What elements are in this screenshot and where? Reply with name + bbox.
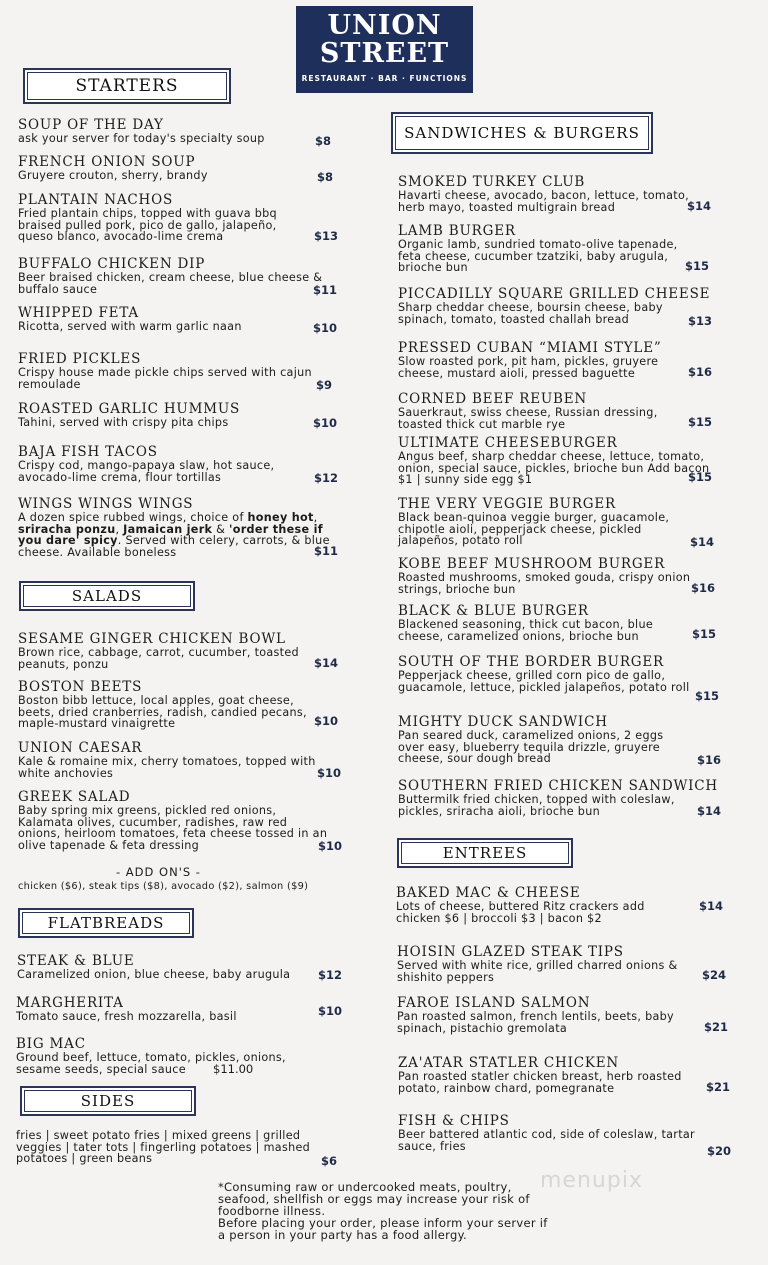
item-description: Sharp cheddar cheese, boursin cheese, baby spinach, tomato, toasted challah bread [398, 301, 663, 326]
item-title: PLANTAIN NACHOS [18, 192, 174, 208]
item-description: Brown rice, cabbage, carrot, cucumber, toasted peanuts, ponzu [18, 646, 299, 671]
menu-item [18, 789, 330, 851]
item-price: $15 [688, 415, 713, 429]
menu-item [18, 631, 318, 670]
item-title: SESAME GINGER CHICKEN BOWL [18, 631, 286, 647]
addons-list: chicken ($6), steak tips ($8), avocado ($2), salmon ($9) [18, 881, 309, 892]
menu-item [18, 401, 318, 429]
flavor-option: honey hot [247, 511, 314, 524]
menu-item [398, 223, 698, 274]
item-description: Ricotta, served with warm garlic naan [18, 320, 242, 333]
item-description: Organic lamb, sundried tomato-olive tapenade, feta cheese, cucumber tzatziki, baby arugula, brioche bun [398, 238, 678, 274]
desc-text: . Served with celery, carrots, & blue cheese. Available boneless [18, 534, 330, 559]
item-title: HOISIN GLAZED STEAK TIPS [397, 944, 624, 960]
item-title: PICCADILLY SQUARE GRILLED CHEESE [398, 286, 711, 302]
item-description: Havarti cheese, avocado, bacon, lettuce, tomato, herb mayo, toasted multigrain bread [398, 189, 689, 214]
menu-item [398, 654, 718, 693]
watermark: menupix [540, 1168, 643, 1193]
item-title: PRESSED CUBAN “MIAMI STYLE” [398, 340, 662, 356]
menu-item [398, 286, 728, 325]
item-description: Pan roasted salmon, french lentils, beets, baby spinach, pistachio gremolata [397, 1010, 674, 1035]
item-price: $16 [688, 365, 713, 379]
item-title: SMOKED TURKEY CLUB [398, 174, 586, 190]
item-price: $10 [317, 766, 342, 780]
item-price: $15 [692, 627, 717, 641]
item-title: BUFFALO CHICKEN DIP [18, 256, 206, 272]
item-price: $8 [315, 134, 332, 148]
item-price: $21 [704, 1020, 729, 1034]
desc-text: A dozen spice rubbed wings, choice of [18, 511, 248, 524]
menu-item [17, 953, 317, 981]
item-description: Served with white rice, grilled charred onions & shishito peppers [397, 959, 678, 984]
logo-tagline: RESTAURANT · BAR · FUNCTIONS [301, 74, 468, 83]
menu-item [18, 256, 330, 295]
menu-item [398, 435, 716, 486]
item-price: $16 [697, 753, 722, 767]
item-title: FISH & CHIPS [398, 1113, 510, 1129]
menu-item [18, 496, 333, 558]
item-price: $21 [706, 1080, 731, 1094]
item-description: Pan seared duck, caramelized onions, 2 eggs over easy, blueberry tequila drizzle, gruyere cheese, sour dough bread [398, 729, 664, 765]
item-title: ROASTED GARLIC HUMMUS [18, 401, 241, 417]
menu-item [397, 944, 697, 983]
item-title: MARGHERITA [16, 995, 124, 1011]
item-price: $10 [313, 416, 338, 430]
item-title: KOBE BEEF MUSHROOM BURGER [398, 556, 666, 572]
item-price: $13 [314, 229, 339, 243]
item-title: FRIED PICKLES [18, 351, 142, 367]
item-price: $15 [688, 470, 713, 484]
menu-item [398, 603, 678, 642]
item-title: ZA'ATAR STATLER CHICKEN [398, 1055, 620, 1071]
menu-item [398, 556, 718, 595]
item-price: $11 [314, 544, 339, 558]
item-description: Roasted mushrooms, smoked gouda, crispy onion strings, brioche bun [398, 571, 691, 596]
item-description: Tahini, served with crispy pita chips [18, 416, 229, 429]
item-title: WHIPPED FETA [18, 305, 139, 321]
item-price: $13 [688, 314, 713, 328]
item-price: $15 [695, 689, 720, 703]
menu-item [398, 340, 688, 379]
item-price: $11 [313, 283, 338, 297]
restaurant-logo [296, 6, 473, 93]
menu-item [18, 154, 318, 182]
menu-item [18, 192, 298, 243]
heading-sides: SIDES [20, 1086, 196, 1116]
item-title: ULTIMATE CHEESEBURGER [398, 435, 618, 451]
item-description: Buttermilk fried chicken, topped with coleslaw, pickles, sriracha aioli, brioche bun [398, 793, 675, 818]
item-description: Caramelized onion, blue cheese, baby arugula [17, 968, 291, 981]
item-title: CORNED BEEF REUBEN [398, 391, 588, 407]
item-price: $10 [318, 1004, 343, 1018]
item-description: Baby spring mix greens, pickled red onions, Kalamata olives, cucumber, radishes, raw red onions, heirloom tomatoes, feta cheese tossed in an olive tapenade & feta dressing [18, 804, 328, 852]
item-price: $16 [691, 581, 716, 595]
item-description: Fried plantain chips, topped with guava bbq braised pulled pork, pico de gallo, jalapeño, queso blanco, avocado-lime crema [18, 207, 277, 243]
item-title: LAMB BURGER [398, 223, 516, 239]
item-title: BAKED MAC & CHEESE [396, 885, 581, 901]
heading-salads: SALADS [19, 581, 195, 611]
item-description: fries | sweet potato fries | mixed greens | grilled veggies | tater tots | fingerling potatoes | mashed potatoes | green beans [16, 1129, 311, 1165]
logo-line-2: STREET [319, 38, 450, 69]
addons-title: - ADD ON'S - [116, 865, 201, 879]
item-description: Beer battered atlantic cod, side of coleslaw, tartar sauce, fries [398, 1128, 695, 1153]
desc-text: , [313, 511, 318, 524]
menu-item [397, 995, 697, 1034]
sides-list [16, 1130, 341, 1165]
item-description: Ground beef, lettuce, tomato, pickles, onions, sesame seeds, special sauce [16, 1051, 286, 1076]
menu-item [398, 778, 728, 817]
item-price: $14 [697, 804, 722, 818]
item-description: Beer braised chicken, cream cheese, blue cheese & buffalo sauce [18, 271, 323, 296]
item-description: Blackened seasoning, thick cut bacon, blue cheese, caramelized onions, brioche bun [398, 618, 654, 643]
item-description: Pan roasted statler chicken breast, herb roasted potato, rainbow chard, pomegranate [398, 1070, 682, 1095]
menu-item [18, 444, 308, 483]
heading-entrees: ENTREES [397, 838, 573, 868]
item-title: BAJA FISH TACOS [18, 444, 158, 460]
item-price: $10 [318, 839, 343, 853]
consumption-warning: *Consuming raw or undercooked meats, poultry, seafood, shellfish or eggs may increase your risk of foodborne illness. [218, 1180, 530, 1218]
item-price: $14 [314, 656, 339, 670]
menu-item [18, 351, 333, 392]
item-price: $24 [702, 968, 727, 982]
menu-item [18, 117, 318, 145]
heading-sandwiches-burgers: SANDWICHES & BURGERS [391, 112, 653, 154]
item-description: Tomato sauce, fresh mozzarella, basil [16, 1010, 237, 1023]
menu-item [398, 174, 708, 213]
item-title: MIGHTY DUCK SANDWICH [398, 714, 608, 730]
item-description: Black bean-quinoa veggie burger, guacamole, chipotle aioli, pepperjack cheese, pickled jalapeños, potato roll [398, 511, 670, 547]
flavor-option: 'order these if you dare' spicy [18, 522, 323, 547]
item-price: $11.00 [213, 1062, 254, 1076]
item-title: FAROE ISLAND SALMON [397, 995, 591, 1011]
item-title: THE VERY VEGGIE BURGER [398, 496, 616, 512]
item-description: Sauerkraut, swiss cheese, Russian dressing, toasted thick cut marble rye [398, 406, 658, 431]
allergy-notice: Before placing your order, please inform your server if a person in your party has a food allergy. [218, 1216, 548, 1242]
item-description: Lots of cheese, buttered Ritz crackers add chicken $6 | broccoli $3 | bacon $2 [396, 900, 645, 925]
item-title: SOUTH OF THE BORDER BURGER [398, 654, 665, 670]
item-title: UNION CAESAR [18, 740, 143, 756]
flavor-option: sriracha ponzu [18, 522, 116, 536]
item-price: $12 [314, 471, 339, 485]
item-description: Gruyere crouton, sherry, brandy [18, 169, 208, 182]
heading-starters: STARTERS [23, 68, 231, 104]
menu-item [398, 714, 683, 765]
menu-item [16, 1036, 306, 1075]
item-description: ask your server for today's specialty soup [18, 132, 265, 145]
item-price: $10 [314, 714, 339, 728]
heading-flatbreads: FLATBREADS [18, 908, 194, 938]
item-title: STEAK & BLUE [17, 953, 135, 969]
menu-item [396, 885, 656, 924]
menu-item [18, 679, 328, 730]
item-price: $10 [313, 321, 338, 335]
item-price: $14 [687, 199, 712, 213]
menu-item [18, 305, 318, 333]
menu-item [398, 391, 698, 430]
item-title: GREEK SALAD [18, 789, 131, 805]
item-price: $12 [318, 968, 343, 982]
item-title: FRENCH ONION SOUP [18, 154, 196, 170]
item-description: Kale & romaine mix, cherry tomatoes, topped with white anchovies [18, 755, 316, 780]
desc-text: , [115, 522, 124, 536]
item-title: WINGS WINGS WINGS [18, 496, 194, 512]
menu-item [18, 740, 330, 779]
item-price: $8 [317, 170, 334, 184]
menu-item [398, 1055, 703, 1094]
item-description: Angus beef, sharp cheddar cheese, lettuce, tomato, onion, special sauce, pickles, brioche bun Add bacon $1 | sunny side egg $1 [398, 450, 710, 486]
item-price: $9 [316, 378, 333, 392]
item-description: Crispy house made pickle chips served with cajun remoulade [18, 366, 312, 391]
flavor-option: Jamaican jerk [123, 522, 213, 536]
menu-item [16, 995, 306, 1023]
item-title: SOUTHERN FRIED CHICKEN SANDWICH [398, 778, 718, 794]
item-title: BLACK & BLUE BURGER [398, 603, 589, 619]
desc-text: & [212, 522, 229, 536]
logo-line-1: UNION [327, 10, 442, 41]
item-title: SOUP OF THE DAY [18, 117, 164, 133]
item-description: Boston bibb lettuce, local apples, goat cheese, beets, dried cranberries, radish, candied pecans, maple-mustard vinaigrette [18, 694, 307, 730]
item-price: $14 [690, 535, 715, 549]
item-price: $14 [699, 899, 724, 913]
item-description: Slow roasted pork, pit ham, pickles, gruyere cheese, mustard aioli, pressed baguette [398, 355, 659, 380]
menu-item [398, 1113, 713, 1152]
item-description [18, 512, 333, 558]
item-title: BIG MAC [16, 1036, 86, 1052]
item-price: $20 [707, 1144, 732, 1158]
item-description: Pepperjack cheese, grilled corn pico de gallo, guacamole, lettuce, pickled jalapeños, potato roll [398, 669, 690, 694]
item-title: BOSTON BEETS [18, 679, 143, 695]
item-price: $15 [685, 259, 710, 273]
menu-item [398, 496, 693, 547]
item-description: Crispy cod, mango-papaya slaw, hot sauce, avocado-lime crema, flour tortillas [18, 459, 275, 484]
item-price: $6 [321, 1154, 338, 1168]
